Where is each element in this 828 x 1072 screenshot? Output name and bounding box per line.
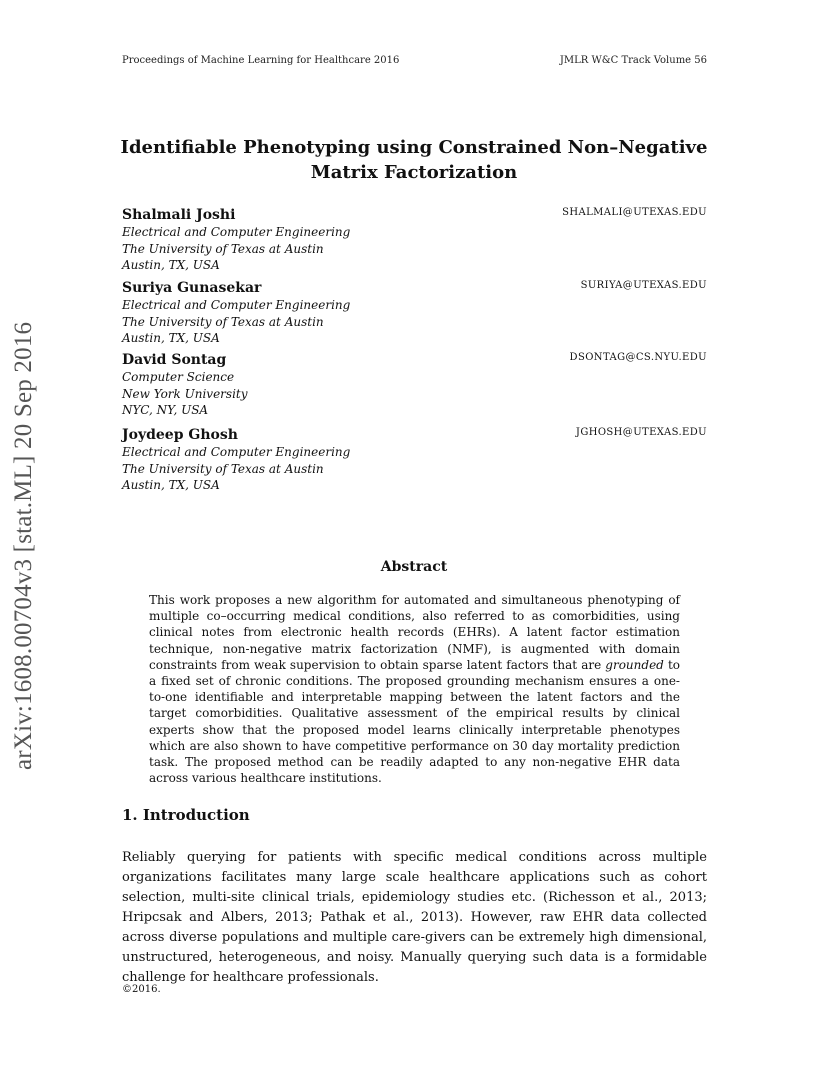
author-email: JGHOSH@UTEXAS.EDU xyxy=(575,427,707,438)
section-heading: 1. Introduction xyxy=(122,806,250,824)
author-affiliation: Computer Science xyxy=(122,370,235,384)
author-affiliation: The University of Texas at Austin xyxy=(122,314,324,329)
abstract-emphasis: grounded xyxy=(605,657,664,672)
author-affiliation: Electrical and Computer Engineering xyxy=(122,445,351,459)
author-block xyxy=(122,351,707,419)
abstract-text: to a fixed set of chronic conditions. The proposed grounding mechanism ensures a one-to-one identifiable and interpretable mapping between the latent factors and the target comorbidities. Qualitative assessment of the empirical results by clinical experts show that the proposed model learns clinically interpretable phenotypes which are also shown to have competitive performance on 30 day mortality prediction task. The proposed method can be readily adapted to any non-negative EHR data across various healthcare institutions. xyxy=(149,657,680,786)
author-affiliation: Austin, TX, USA xyxy=(122,258,220,272)
author-affiliation: Electrical and Computer Engineering xyxy=(122,298,351,312)
title-line-2: Matrix Factorization xyxy=(310,162,518,183)
author-email: SURIYA@UTEXAS.EDU xyxy=(580,280,707,291)
abstract-heading: Abstract xyxy=(380,559,448,575)
author-name: Joydeep Ghosh xyxy=(122,427,238,443)
introduction-paragraph: Reliably querying for patients with specific medical conditions across multiple organizations facilitates many large scale healthcare applications such as cohort selection, multi-site clinical trials, epidemiology studies etc. (Richesson et al., 2013; Hripcsak and Albers, 2013; Pathak et al., 2013). However, raw EHR data collected across diverse populations and multiple care-givers can be extremely high dimensional, unstructured, heterogeneous, and noisy. Manually querying such data is a formidable challenge for healthcare professionals. xyxy=(122,850,707,985)
running-header-left: Proceedings of Machine Learning for Healthcare 2016 xyxy=(122,55,400,66)
running-header-right: JMLR W&C Track Volume 56 xyxy=(559,55,707,66)
copyright-footnote: ©2016. xyxy=(122,984,161,995)
author-block xyxy=(122,426,707,494)
author-block xyxy=(122,279,707,347)
author-affiliation: NYC, NY, USA xyxy=(122,403,209,417)
author-name: Shalmali Joshi xyxy=(122,207,236,223)
author-email: SHALMALI@UTEXAS.EDU xyxy=(562,207,707,218)
author-affiliation: Austin, TX, USA xyxy=(122,331,220,345)
abstract-body xyxy=(149,592,680,786)
title-line-1: Identifiable Phenotyping using Constrained Non–Negative xyxy=(120,137,708,158)
author-block xyxy=(122,206,707,274)
abstract-text: This work proposes a new algorithm for automated and simultaneous phenotyping of multiple co–occurring medical conditions, also referred to as comorbidities, using clinical notes from electronic health records (EHRs). A latent factor estimation technique, non-negative matrix factorization (NMF), is augmented with domain constraints from weak supervision to obtain sparse latent factors that are xyxy=(149,593,680,672)
author-name: David Sontag xyxy=(122,352,227,368)
author-affiliation: Austin, TX, USA xyxy=(122,478,220,492)
arxiv-identifier: arXiv:1608.00704v3 [stat.ML] 20 Sep 2016 xyxy=(10,321,37,770)
author-affiliation: The University of Texas at Austin xyxy=(122,461,324,476)
paper-title xyxy=(0,135,828,185)
author-name: Suriya Gunasekar xyxy=(122,280,262,296)
author-affiliation: Electrical and Computer Engineering xyxy=(122,225,351,239)
author-affiliation: New York University xyxy=(122,386,248,401)
author-affiliation: The University of Texas at Austin xyxy=(122,241,324,256)
author-email: DSONTAG@CS.NYU.EDU xyxy=(569,352,707,363)
